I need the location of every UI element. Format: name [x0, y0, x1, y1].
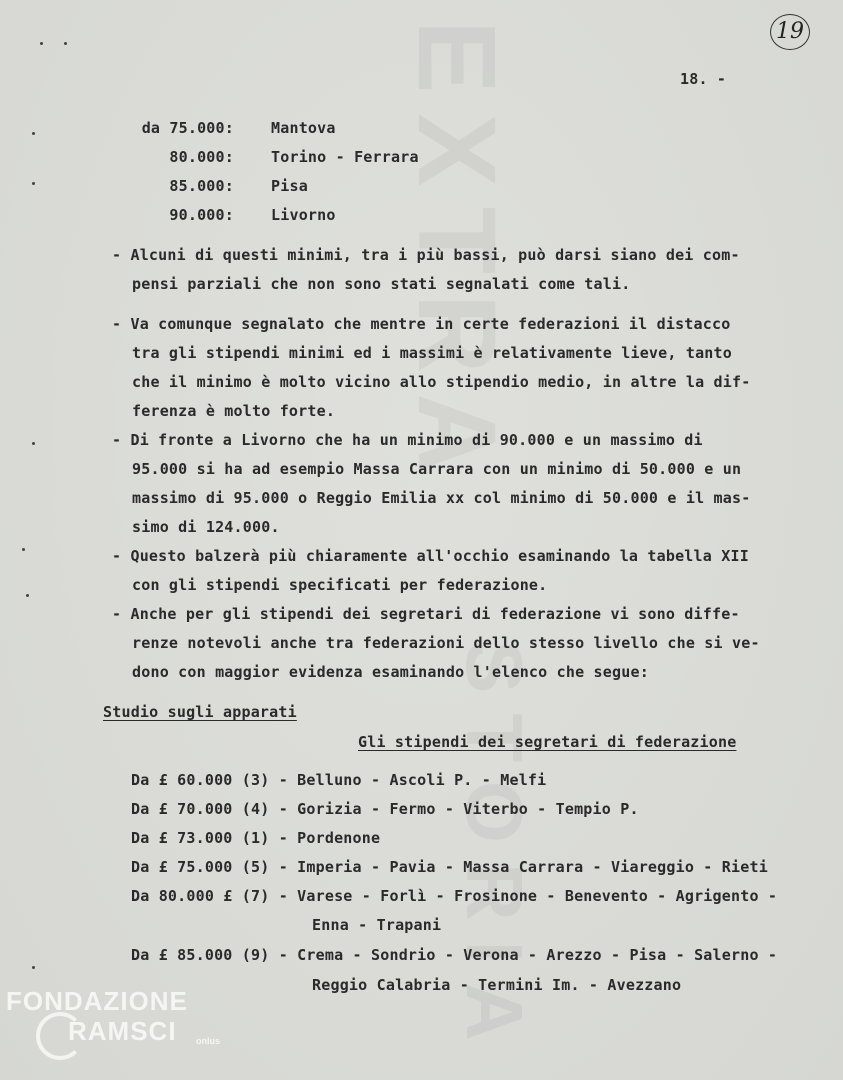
paragraph-line: dono con maggior evidenza esaminando l'elenco che segue: [132, 663, 649, 681]
rate-amount: 85.000: [169, 177, 234, 195]
storia-watermark: STORIA [450, 640, 539, 1061]
scan-dot [32, 132, 35, 135]
paragraph-line: ferenza è molto forte. [132, 402, 336, 420]
rate-city: Mantova [271, 119, 336, 137]
salary-line-continued: Reggio Calabria - Termini Im. - Avezzano [312, 976, 682, 994]
section-subtitle: Gli stipendi dei segretari di federazione [358, 733, 737, 751]
page-label: 18. - [680, 70, 727, 88]
scan-dot [64, 42, 67, 45]
handwritten-page-number: 19 [770, 14, 810, 50]
paragraph-line: simo di 124.000. [132, 518, 280, 536]
salary-line-continued: Enna - Trapani [312, 916, 442, 934]
scan-dot [26, 594, 29, 597]
paragraph-line: - Va comunque segnalato che mentre in certe federazioni il distacco [112, 315, 731, 333]
scan-dot [32, 966, 35, 969]
paragraph-line: - Di fronte a Livorno che ha un minimo di 90.000 e un massimo di [112, 431, 703, 449]
logo-suffix: onlus [196, 1036, 220, 1046]
paragraph-line: renze notevoli anche tra federazioni dello stesso livello che si ve- [132, 634, 760, 652]
paragraph-line: massimo di 95.000 o Reggio Emilia xx col minimo di 50.000 e il mas- [132, 489, 751, 507]
scan-dot [32, 442, 35, 445]
logo-line1: FONDAZIONE [6, 986, 188, 1016]
salary-line: Da £ 85.000 (9) - Crema - Sondrio - Verona - Arezzo - Pisa - Salerno - [131, 946, 778, 964]
logo-line2: RAMSCI [68, 1016, 177, 1046]
rate-city: Pisa [271, 177, 308, 195]
salary-line: Da £ 73.000 (1) - Pordenone [131, 829, 381, 847]
section-title: Studio sugli apparati [103, 703, 297, 721]
scan-dot [32, 182, 35, 185]
salary-line: Da 80.000 £ (7) - Varese - Forlì - Frosinone - Benevento - Agrigento - [131, 887, 778, 905]
salary-line: Da £ 75.000 (5) - Imperia - Pavia - Massa Carrara - Viareggio - Rieti [131, 858, 768, 876]
rate-amount: 90.000: [169, 206, 234, 224]
extra-watermark: EXTRA [395, 20, 518, 493]
paragraph-line: - Alcuni di questi minimi, tra i più bassi, può darsi siano dei com- [112, 246, 740, 264]
paragraph-line: con gli stipendi specificati per federazione. [132, 576, 548, 594]
paragraph-line: che il minimo è molto vicino allo stipendio medio, in altre la dif- [132, 373, 751, 391]
rate-amount: 80.000: [169, 148, 234, 166]
scan-dot [40, 42, 43, 45]
paragraph-line: tra gli stipendi minimi ed i massimi è relativamente lieve, tanto [132, 344, 732, 362]
paragraph-line: - Questo balzerà più chiaramente all'occhio esaminando la tabella XII [112, 547, 749, 565]
paragraph-line: - Anche per gli stipendi dei segretari di federazione vi sono diffe- [112, 605, 740, 623]
paragraph-line: pensi parziali che non sono stati segnalati come tali. [132, 275, 631, 293]
rate-amount: da 75.000: [141, 119, 234, 137]
salary-line: Da £ 60.000 (3) - Belluno - Ascoli P. - Melfi [131, 771, 547, 789]
fondazione-gramsci-logo [6, 986, 220, 1046]
rate-city: Livorno [271, 206, 336, 224]
rate-city: Torino - Ferrara [271, 148, 419, 166]
salary-line: Da £ 70.000 (4) - Gorizia - Fermo - Viterbo - Tempio P. [131, 800, 639, 818]
paragraph-line: 95.000 si ha ad esempio Massa Carrara con un minimo di 50.000 e un [132, 460, 742, 478]
scan-dot [22, 548, 25, 551]
